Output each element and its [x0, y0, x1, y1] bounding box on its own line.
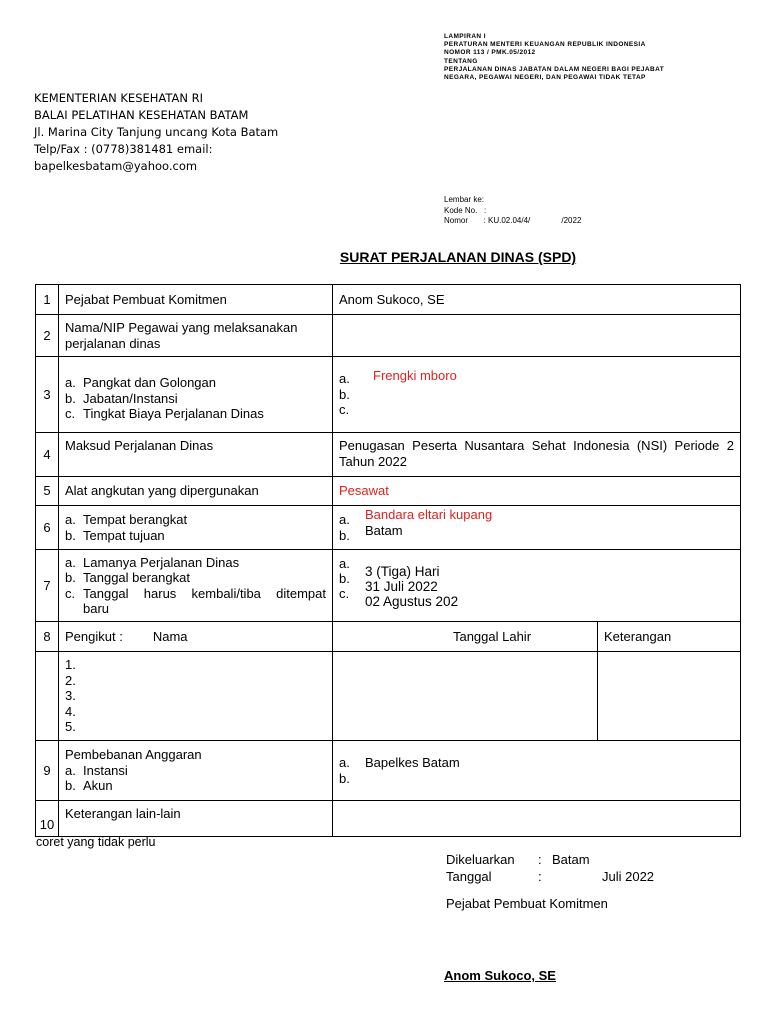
list-item: Jabatan/Instansi: [83, 390, 178, 406]
row-value: Penugasan Peserta Nusantara Sehat Indonesia (NSI) Periode 2 Tahun 2022: [333, 433, 741, 477]
nama-header: Nama: [152, 628, 188, 644]
row-number: 9: [36, 741, 59, 801]
list-item: Tanggal harus kembali/tiba ditempat baru: [83, 585, 326, 616]
keterangan-cell: [598, 652, 741, 741]
list-item: Tempat tujuan: [83, 527, 165, 543]
list-marker: a.: [65, 512, 76, 527]
lampiran-line: NOMOR 113 / PMK.05/2012: [444, 49, 536, 57]
lampiran-line: TENTANG: [444, 57, 478, 65]
list-item: 4.: [65, 703, 76, 719]
table-row: [36, 506, 741, 550]
list-value: Bapelkes Batam: [365, 755, 460, 770]
pengikut-label: Pengikut :: [65, 628, 123, 644]
row-number: 5: [36, 477, 59, 506]
instansi-line: bapelkesbatam@yahoo.com: [34, 159, 198, 173]
row-value: [333, 315, 741, 357]
list-item: 5.: [65, 719, 76, 735]
keterangan-header: Keterangan: [598, 622, 741, 652]
lampiran-line: LAMPIRAN I: [444, 33, 486, 40]
dikeluarkan-label: Dikeluarkan: [446, 852, 515, 867]
signer-name: Anom Sukoco, SE: [444, 968, 556, 983]
list-item: Tingkat Biaya Perjalanan Dinas: [83, 406, 264, 422]
list-marker: b.: [65, 390, 76, 406]
list-marker: b.: [339, 386, 350, 402]
list-item: 2.: [65, 672, 76, 688]
list-marker: b.: [65, 570, 76, 585]
list-marker: a.: [339, 555, 350, 571]
note-text: coret yang tidak perlu: [36, 835, 156, 849]
row-number: 2: [36, 315, 59, 357]
instansi-address: [34, 90, 278, 175]
row-label: [59, 741, 333, 801]
document-title: SURAT PERJALANAN DINAS (SPD): [339, 249, 577, 265]
row-label: [59, 506, 333, 550]
lampiran-line: PERATURAN MENTERI KEUANGAN REPUBLIK INDONESIA: [444, 41, 646, 49]
row-value: [333, 506, 741, 550]
row-number: 1: [36, 285, 59, 315]
lembar-block: [444, 195, 581, 227]
tanggal-label: Tanggal: [446, 869, 492, 884]
lembar-line: Nomor : KU.02.04/4/ /2022: [444, 216, 582, 225]
table-row: [36, 315, 741, 357]
row-number: 4: [36, 433, 59, 477]
lampiran-line: NEGARA, PEGAWAI NEGERI, DAN PEGAWAI TIDAK TETAP: [444, 74, 646, 82]
instansi-line: Telp/Fax : (0778)381481 email:: [34, 142, 213, 156]
row-label: [59, 357, 333, 433]
table-row: [36, 477, 741, 506]
list-value: 31 Juli 2022: [365, 578, 438, 594]
list-item: 1.: [65, 657, 76, 673]
value-column: [365, 564, 458, 609]
dikeluarkan-value: Batam: [552, 852, 590, 867]
table-row: [36, 652, 741, 741]
list-marker: a.: [65, 554, 76, 570]
row-label: Pejabat Pembuat Komitmen: [59, 285, 333, 315]
list-item: 3.: [65, 688, 76, 704]
spd-table: [35, 284, 741, 837]
pejabat-title: Pejabat Pembuat Komitmen: [446, 896, 608, 911]
row-value: [333, 801, 741, 837]
lembar-line: Lembar ke:: [444, 195, 485, 204]
row-label: Keterangan lain-lain: [59, 801, 333, 837]
marker-column: [339, 556, 350, 601]
row-label-text: Pembebanan Anggaran: [65, 747, 202, 763]
issuance-block: [446, 852, 676, 911]
list-marker: c.: [65, 406, 76, 422]
list-marker: b.: [339, 770, 350, 786]
table-row: [36, 357, 741, 433]
list-marker: b.: [65, 778, 76, 794]
list-item: Akun: [83, 778, 113, 794]
table-row: [36, 285, 741, 315]
list-marker: a.: [339, 371, 350, 387]
tanggal-value: Juli 2022: [602, 869, 655, 884]
list-marker: b.: [339, 570, 350, 586]
list-marker: a.: [65, 762, 76, 778]
list-marker: a.: [339, 512, 350, 527]
colon: :: [538, 869, 542, 884]
row-label: Nama/NIP Pegawai yang melaksanakan perjalanan dinas: [59, 315, 333, 357]
list-marker: a.: [339, 755, 350, 770]
lembar-line: Kode No. :: [444, 205, 487, 215]
tanggal-lahir-header: Tanggal Lahir: [333, 622, 598, 652]
table-row: [36, 741, 741, 801]
instansi-line: BALAI PELATIHAN KESEHATAN BATAM: [34, 108, 249, 122]
document-title-wrap: [0, 249, 768, 265]
row-number: 6: [36, 506, 59, 550]
row-value: [333, 550, 741, 622]
row-number: 10: [36, 801, 59, 837]
list-value: 3 (Tiga) Hari: [365, 563, 440, 579]
list-marker: b.: [339, 527, 350, 543]
row-label: Alat angkutan yang dipergunakan: [59, 477, 333, 506]
instansi-line: Jl. Marina City Tanjung uncang Kota Batam: [34, 125, 279, 139]
list-marker: c.: [65, 585, 76, 601]
table-row: [36, 550, 741, 622]
handwritten-value: Frengki mboro: [373, 368, 457, 384]
lampiran-header: [444, 33, 664, 82]
row-number: 8: [36, 622, 59, 652]
row-label: [59, 550, 333, 622]
row-number: 7: [36, 550, 59, 622]
pengikut-list: [59, 652, 333, 741]
list-item: Tempat berangkat: [83, 512, 188, 527]
list-marker: b.: [65, 527, 76, 543]
row-label: Maksud Perjalanan Dinas: [59, 433, 333, 477]
tanggal-lahir-cell: [333, 652, 598, 741]
row-value: [333, 357, 741, 433]
row-value: [333, 741, 741, 801]
row-label: [59, 622, 333, 652]
table-row: [36, 801, 741, 837]
instansi-line: KEMENTERIAN KESEHATAN RI: [34, 91, 204, 105]
row-number: 3: [36, 357, 59, 433]
handwritten-value: Bandara eltari kupang: [365, 507, 493, 522]
list-marker: a.: [65, 375, 76, 391]
list-item: Tanggal berangkat: [83, 570, 190, 585]
row-value: Anom Sukoco, SE: [333, 285, 741, 315]
list-item: Pangkat dan Golongan: [83, 375, 216, 391]
table-row: [36, 622, 741, 652]
row-number: [36, 652, 59, 741]
list-item: Instansi: [83, 762, 128, 778]
list-item: Lamanya Perjalanan Dinas: [83, 554, 240, 570]
list-marker: c.: [339, 402, 350, 418]
lampiran-line: PERJALANAN DINAS JABATAN DALAM NEGERI BAGI PEJABAT: [444, 65, 665, 73]
list-value: 02 Agustus 202: [365, 593, 459, 609]
table-row: [36, 433, 741, 477]
list-value: Batam: [365, 522, 403, 538]
row-value: Pesawat: [333, 477, 741, 506]
list-marker: c.: [339, 585, 350, 601]
colon: :: [538, 852, 542, 867]
